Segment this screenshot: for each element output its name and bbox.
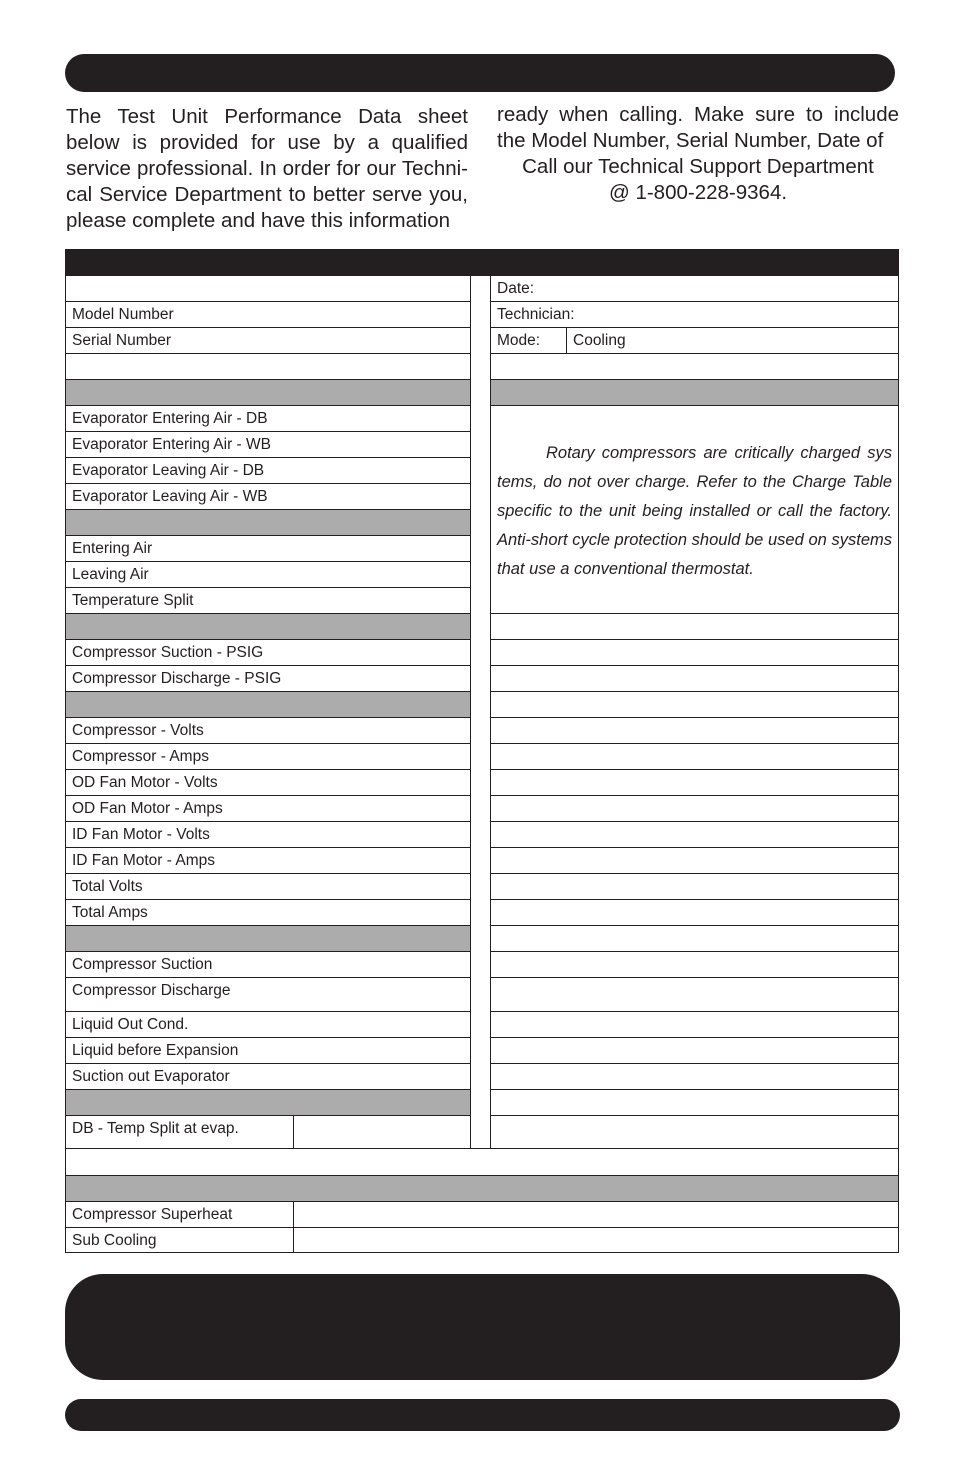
electrical-row-label: ID Fan Motor - Amps: [72, 852, 215, 869]
evap-row-label: Evaporator Entering Air - WB: [72, 436, 271, 453]
liquid-out-cond-row[interactable]: [65, 1011, 471, 1038]
value-cell[interactable]: [490, 691, 899, 718]
section-header-superheat: [65, 1175, 899, 1202]
value-cell[interactable]: [490, 795, 899, 822]
value-cell[interactable]: [490, 665, 899, 692]
value-cell[interactable]: [490, 1011, 899, 1038]
evap-row-label: Evaporator Leaving Air - DB: [72, 462, 265, 479]
serial-number-row[interactable]: [65, 327, 471, 354]
pressure-row-label: Compressor Discharge - PSIG: [72, 670, 282, 687]
value-cell[interactable]: [490, 769, 899, 796]
evap-entering-wb-row[interactable]: [65, 431, 471, 458]
support-call-line: Call our Technical Support Department: [522, 155, 874, 178]
suction-out-evaporator-row[interactable]: [65, 1063, 471, 1090]
db-temp-split-value-cell[interactable]: [293, 1115, 471, 1149]
compressor-suction-psig-row[interactable]: [65, 639, 471, 666]
value-cell[interactable]: [490, 1037, 899, 1064]
mode-label: Mode:: [497, 332, 541, 349]
compressor-discharge-psig-row[interactable]: [65, 665, 471, 692]
value-cell[interactable]: [490, 1063, 899, 1090]
charge-note: Rotary compressors are critically charged sys tems, do not over charge. Refer to the Charge Table specific to the unit being installed or call the factory. Anti-short cycle protection should be used on systems that use a conventional thermostat.: [497, 444, 892, 578]
intro-paragraph-left: The Test Unit Performance Data sheet below is provided for use by a qualified service professional. In order for our Techni-cal Service Department to better serve you, please complete and have this information: [66, 105, 468, 232]
value-cell[interactable]: [490, 925, 899, 952]
mode-label-cell: [490, 327, 567, 354]
section-header-pressure: [65, 613, 471, 640]
value-cell[interactable]: [490, 1115, 899, 1149]
total-volts-row[interactable]: [65, 873, 471, 900]
air-row-label: Temperature Split: [72, 592, 194, 609]
form-right-blank-row[interactable]: [490, 353, 899, 380]
sub-cooling-label-cell: [65, 1227, 294, 1253]
compressor-suction-row[interactable]: [65, 951, 471, 978]
temp-row-label: Liquid Out Cond.: [72, 1016, 189, 1033]
date-row[interactable]: [490, 275, 899, 302]
compressor-superheat-label-cell: [65, 1201, 294, 1228]
model-number-row[interactable]: [65, 301, 471, 328]
model-number-label: Model Number: [72, 306, 174, 323]
technician-label: Technician:: [497, 306, 575, 323]
mode-value-cell[interactable]: [566, 327, 899, 354]
section-header-temperatures: [65, 925, 471, 952]
compressor-superheat-label: Compressor Superheat: [72, 1206, 233, 1223]
compressor-volts-row[interactable]: [65, 717, 471, 744]
db-temp-split-label-cell: [65, 1115, 294, 1149]
id-fan-amps-row[interactable]: [65, 847, 471, 874]
value-cell[interactable]: [490, 743, 899, 770]
support-phone-line: @ 1-800-228-9364.: [608, 181, 788, 204]
section-header-air: [65, 509, 471, 536]
section-header-split: [65, 1089, 471, 1116]
value-cell[interactable]: [490, 821, 899, 848]
value-cell[interactable]: [490, 639, 899, 666]
section-header-right: [490, 379, 899, 406]
footer-large-bar: [65, 1274, 900, 1380]
evap-row-label: Evaporator Entering Air - DB: [72, 410, 268, 427]
temp-row-label: Compressor Suction: [72, 956, 213, 973]
footer-small-bar: [65, 1399, 900, 1431]
air-row-label: Leaving Air: [72, 566, 149, 583]
top-header-bar: [65, 54, 895, 92]
evap-row-label: Evaporator Leaving Air - WB: [72, 488, 268, 505]
technician-row[interactable]: [490, 301, 899, 328]
electrical-row-label: Total Amps: [72, 904, 148, 921]
temp-row-label: Compressor Discharge: [72, 982, 231, 999]
form-header-bar: [65, 249, 899, 276]
value-cell[interactable]: [490, 1089, 899, 1116]
temperature-split-row[interactable]: [65, 587, 471, 614]
evap-leaving-wb-row[interactable]: [65, 483, 471, 510]
total-amps-row[interactable]: [65, 899, 471, 926]
od-fan-amps-row[interactable]: [65, 795, 471, 822]
electrical-row-label: OD Fan Motor - Volts: [72, 774, 218, 791]
temp-row-label: Liquid before Expansion: [72, 1042, 239, 1059]
intro-paragraph-right: [497, 102, 899, 206]
value-cell[interactable]: [490, 873, 899, 900]
pressure-row-label: Compressor Suction - PSIG: [72, 644, 264, 661]
form-left-blank-row[interactable]: [65, 353, 471, 380]
mode-value: Cooling: [573, 332, 626, 349]
evap-entering-db-row[interactable]: [65, 405, 471, 432]
temp-row-label: Suction out Evaporator: [72, 1068, 230, 1085]
compressor-discharge-row[interactable]: [65, 977, 471, 1012]
value-cell[interactable]: [490, 899, 899, 926]
od-fan-volts-row[interactable]: [65, 769, 471, 796]
compressor-amps-row[interactable]: [65, 743, 471, 770]
liquid-before-expansion-row[interactable]: [65, 1037, 471, 1064]
intro-paragraph-right-text: ready when calling. Make sure to include the Model Number, Serial Number, Date of: [497, 103, 899, 152]
serial-number-label: Serial Number: [72, 332, 172, 349]
value-cell[interactable]: [490, 717, 899, 744]
section-header-evaporator: [65, 379, 471, 406]
sub-cooling-label: Sub Cooling: [72, 1232, 157, 1249]
form-blank-full-row[interactable]: [65, 1148, 899, 1176]
id-fan-volts-row[interactable]: [65, 821, 471, 848]
air-row-label: Entering Air: [72, 540, 153, 557]
leaving-air-row[interactable]: [65, 561, 471, 588]
compressor-superheat-value-cell[interactable]: [293, 1201, 899, 1228]
form-left-blank-row[interactable]: [65, 275, 471, 302]
electrical-row-label: Compressor - Volts: [72, 722, 204, 739]
electrical-row-label: Compressor - Amps: [72, 748, 209, 765]
electrical-row-label: OD Fan Motor - Amps: [72, 800, 223, 817]
value-cell[interactable]: [490, 613, 899, 640]
db-temp-split-label: DB - Temp Split at evap.: [72, 1120, 239, 1137]
value-cell[interactable]: [490, 977, 899, 1012]
sub-cooling-value-cell[interactable]: [293, 1227, 899, 1253]
value-cell[interactable]: [490, 847, 899, 874]
section-header-electrical: [65, 691, 471, 718]
value-cell[interactable]: [490, 951, 899, 978]
evap-leaving-db-row[interactable]: [65, 457, 471, 484]
electrical-row-label: ID Fan Motor - Volts: [72, 826, 210, 843]
electrical-row-label: Total Volts: [72, 878, 143, 895]
entering-air-row[interactable]: [65, 535, 471, 562]
date-label: Date:: [497, 280, 535, 297]
